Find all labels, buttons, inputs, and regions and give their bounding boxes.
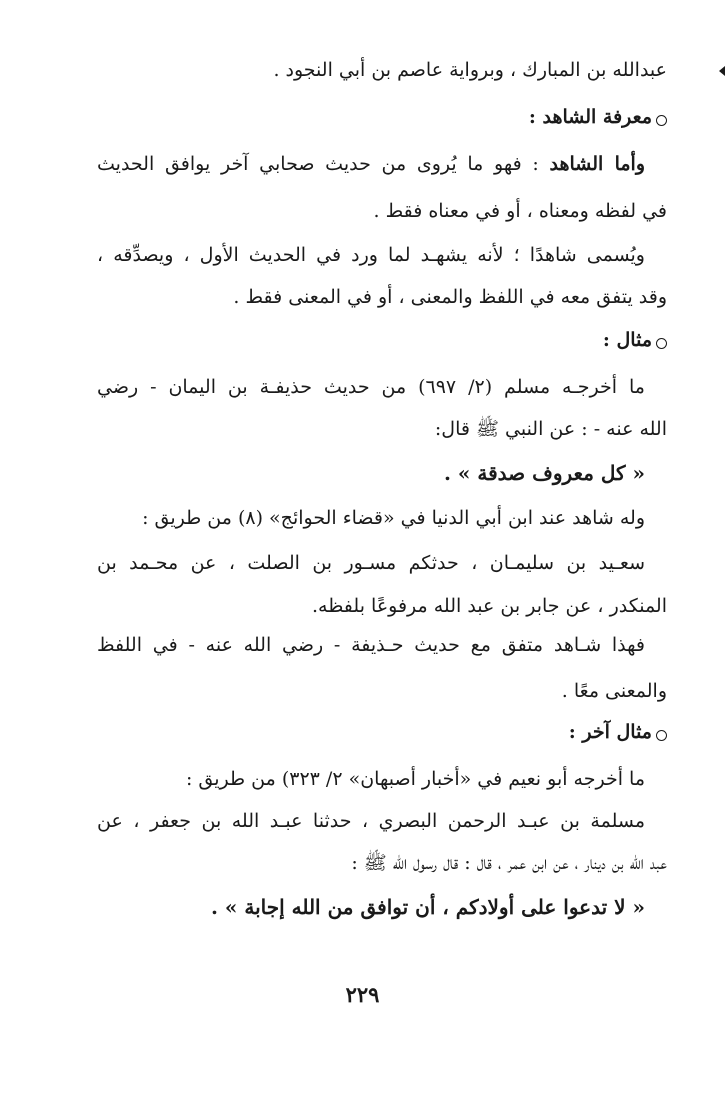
text-line-13: المنكدر ، عن جابر بن عبد الله مرفوعًا بلفظه.	[311, 595, 667, 617]
page-edge-mark	[719, 66, 725, 76]
circle-bullet-icon	[656, 730, 667, 741]
text-line-3	[97, 149, 645, 179]
heading-text: مثال :	[602, 329, 652, 351]
heading-another-example	[97, 717, 667, 747]
text-line-11: وله شاهد عند ابن أبي الدنيا في «قضاء الحوائج» (٨) من طريق :	[142, 507, 645, 529]
text-line-1: عبدالله بن المبارك ، وبرواية عاصم بن أبي النجود .	[273, 59, 667, 81]
text-line-4: في لفظه ومعناه ، أو في معناه فقط .	[373, 200, 667, 222]
heading-text: مثال آخر :	[568, 721, 652, 743]
text-line-14: فهذا شـاهد متفق مع حديث حـذيفة - رضي الله عنه - في اللفظ	[97, 634, 645, 656]
heading-text: معرفة الشاهد :	[528, 106, 652, 128]
heading-shahid-knowledge	[97, 102, 667, 132]
text-line-5: ويُسمى شاهدًا ؛ لأنه يشهـد لما ورد في الحديث الأول ، ويصدِّقه ،	[97, 244, 645, 266]
text-line-18: مسلمة بن عبـد الرحمن البصري ، حدثنا عبـد الله بن جعفر ، عن	[97, 810, 645, 832]
text-line-6: وقد يتفق معه في اللفظ والمعنى ، أو في المعنى فقط .	[233, 286, 667, 308]
circle-bullet-icon	[656, 115, 667, 126]
heading-example	[97, 325, 667, 355]
definition-text: : فهو ما يُروى من حديث صحابي آخر يوافق الحديث	[97, 153, 550, 175]
page-number: ٢٢٩	[345, 982, 380, 1007]
text-line-8: ما أخرجـه مسلم (٢/ ٦٩٧) من حديث حذيفـة بن اليمان - رضي	[97, 376, 645, 398]
hadith-quote-1: « كل معروف صدقة » .	[444, 461, 645, 485]
text-line-12: سعـيد بن سليمـان ، حدثكم مسـور بن الصلت ، عن محـمد بن	[97, 552, 645, 574]
term-shahid: وأما الشاهد	[549, 153, 645, 175]
text-line-9: الله عنه - : عن النبي ﷺ قال:	[434, 418, 667, 440]
hadith-quote-2: « لا تدعوا على أولادكم ، أن توافق من الله إجابة » .	[210, 895, 645, 919]
text-line-17: ما أخرجه أبو نعيم في «أخبار أصبهان» ٢/ ٣٢٣) من طريق :	[185, 768, 645, 790]
circle-bullet-icon	[656, 338, 667, 349]
text-line-15: والمعنى معًا .	[561, 680, 667, 702]
text-line-19: عبد الله بن دينار ، عن ابن عمر ، قال : قال رسول الله ﷺ :	[351, 852, 667, 874]
